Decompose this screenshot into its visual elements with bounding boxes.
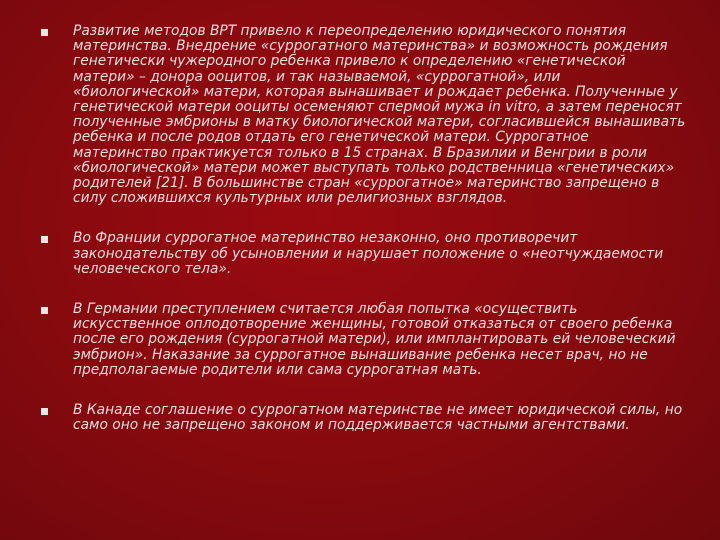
list-item [36, 231, 686, 277]
square-bullet-icon [41, 236, 48, 243]
bullet-text-france: Во Франции суррогатное материнство незаконно, оно противоречит законодательству об усыновлении и нарушает положение о «неотчуждаемости человеческого тела». [73, 230, 664, 277]
square-bullet-icon [41, 29, 48, 36]
list-item [36, 302, 686, 378]
square-bullet-icon [41, 307, 48, 314]
bullet-text-canada: В Канаде соглашение о суррогатном материнстве не имеет юридической силы, но само оно не запрещено законом и поддерживается частными агентствами. [73, 402, 683, 434]
bullet-list [36, 24, 686, 458]
bullet-text-germany: В Германии преступлением считается любая попытка «осуществить искусственное оплодотворение женщины, готовой отказаться от своего ребенка после его рождения (суррогатной матери), или имплантировать ей человеческий эмбрион». Наказание за суррогатное вынашивание ребенка несет врач, но не предполагаемые родители или сама суррогатная мать. [73, 301, 676, 378]
list-item [36, 403, 686, 433]
square-bullet-icon [41, 408, 48, 415]
bullet-text-vrt-surrogacy: Развитие методов ВРТ привело к переопределению юридического понятия материнства. Внедрение «суррогатного материнства» и возможность рождения генетически чужеродного ребенка привело к определению «генетической матери» – донора ооцитов, и так называемой, «суррогатной», или «биологической» матери, которая вынашивает и рождает ребенка. Полученные у генетической матери ооциты осеменяют спермой мужа in vitro, а затем переносят полученные эмбрионы в матку биологической матери, согласившейся вынашивать ребенка и после родов отдать его генетической матери. Суррогатное материнство практикуется только в 15 странах. В Бразилии и Венгрии в роли «биологической» матери может выступать только родственница «генетических» родителей [21]. В большинстве стран «суррогатное» материнство запрещено в силу сложившихся культурных или религиозных взглядов. [73, 23, 686, 207]
list-item [36, 24, 686, 206]
